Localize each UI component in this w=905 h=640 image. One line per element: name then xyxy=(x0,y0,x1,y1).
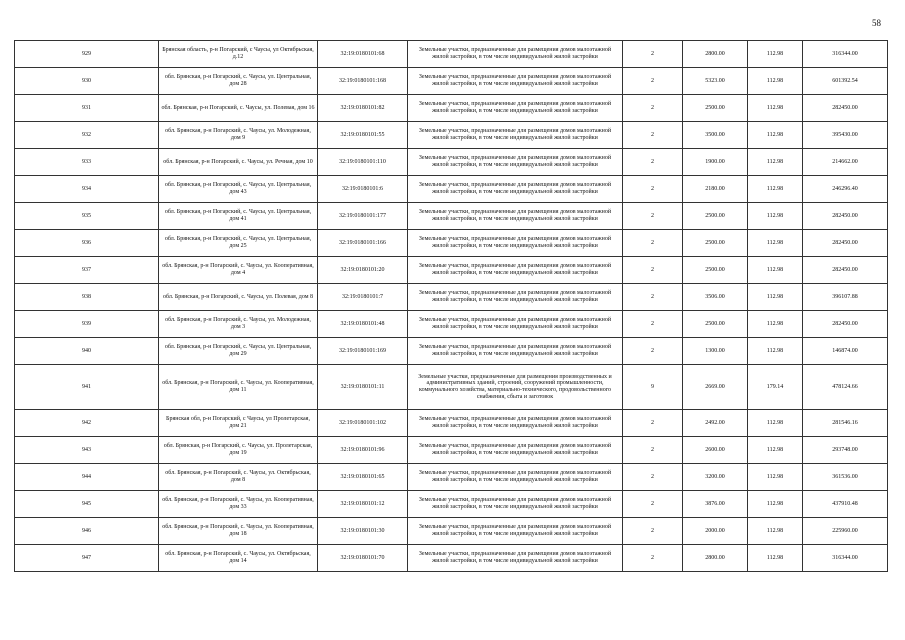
use-group-cell: 2 xyxy=(623,410,683,437)
table-row xyxy=(15,122,888,149)
address-cell: обл. Брянская, р-н Погарский, с. Чаусы, ул. Кооперативная, дом 33 xyxy=(159,491,318,518)
cadastral-number-cell: 32:19:0180101:55 xyxy=(318,122,408,149)
specific-value-cell: 179.14 xyxy=(748,365,803,410)
row-number-cell: 933 xyxy=(15,149,159,176)
table-row xyxy=(15,230,888,257)
table-row xyxy=(15,95,888,122)
cadastral-value-cell: 293748.00 xyxy=(803,437,888,464)
land-use-cell: Земельные участки, предназначенные для размещения домов малоэтажной жилой застройки, в том числе индивидуальной жилой застройки xyxy=(408,464,623,491)
cadastral-number-cell: 32:19:0180101:65 xyxy=(318,464,408,491)
cadastral-number-cell: 32:19:0180101:7 xyxy=(318,284,408,311)
table-row xyxy=(15,176,888,203)
use-group-cell: 2 xyxy=(623,68,683,95)
address-cell: обл. Брянская, р-н Погарский, с. Чаусы, ул. Кооперативная, дом 11 xyxy=(159,365,318,410)
cadastral-value-cell: 146874.00 xyxy=(803,338,888,365)
row-number-cell: 946 xyxy=(15,518,159,545)
specific-value-cell: 112.98 xyxy=(748,410,803,437)
address-cell: обл. Брянская, р-н Погарский, с. Чаусы, ул. Октябрьская, дом 14 xyxy=(159,545,318,572)
use-group-cell: 2 xyxy=(623,545,683,572)
cadastral-value-cell: 282450.00 xyxy=(803,95,888,122)
cadastral-value-cell: 395430.00 xyxy=(803,122,888,149)
cadastral-value-cell: 396107.88 xyxy=(803,284,888,311)
cadastral-number-cell: 32:19:0180101:177 xyxy=(318,203,408,230)
area-cell: 2492.00 xyxy=(683,410,748,437)
area-cell: 2800.00 xyxy=(683,41,748,68)
area-cell: 1900.00 xyxy=(683,149,748,176)
area-cell: 2500.00 xyxy=(683,257,748,284)
row-number-cell: 943 xyxy=(15,437,159,464)
land-use-cell: Земельные участки, предназначенные для размещения домов малоэтажной жилой застройки, в том числе индивидуальной жилой застройки xyxy=(408,545,623,572)
cadastral-value-cell: 225960.00 xyxy=(803,518,888,545)
cadastral-value-cell: 214662.00 xyxy=(803,149,888,176)
address-cell: обл. Брянская, р-н Погарский, с. Чаусы, ул. Речная, дом 10 xyxy=(159,149,318,176)
cadastral-number-cell: 32:19:0180101:11 xyxy=(318,365,408,410)
land-use-cell: Земельные участки, предназначенные для размещения домов малоэтажной жилой застройки, в том числе индивидуальной жилой застройки xyxy=(408,176,623,203)
land-use-cell: Земельные участки, предназначенные для размещения домов малоэтажной жилой застройки, в том числе индивидуальной жилой застройки xyxy=(408,311,623,338)
specific-value-cell: 112.98 xyxy=(748,122,803,149)
area-cell: 2500.00 xyxy=(683,203,748,230)
cadastral-number-cell: 32:19:0180101:110 xyxy=(318,149,408,176)
specific-value-cell: 112.98 xyxy=(748,338,803,365)
table-row xyxy=(15,203,888,230)
row-number-cell: 938 xyxy=(15,284,159,311)
area-cell: 3200.00 xyxy=(683,464,748,491)
row-number-cell: 944 xyxy=(15,464,159,491)
address-cell: Брянская обл, р-н Погарский, с Чаусы, ул Пролетарская, дом 21 xyxy=(159,410,318,437)
cadastral-number-cell: 32:19:0180101:30 xyxy=(318,518,408,545)
cadastral-number-cell: 32:19:0180101:96 xyxy=(318,437,408,464)
use-group-cell: 2 xyxy=(623,230,683,257)
page-number: 58 xyxy=(872,18,881,28)
specific-value-cell: 112.98 xyxy=(748,95,803,122)
specific-value-cell: 112.98 xyxy=(748,257,803,284)
row-number-cell: 939 xyxy=(15,311,159,338)
land-use-cell: Земельные участки, предназначенные для размещения домов малоэтажной жилой застройки, в том числе индивидуальной жилой застройки xyxy=(408,41,623,68)
land-use-cell: Земельные участки, предназначенные для размещения домов малоэтажной жилой застройки, в том числе индивидуальной жилой застройки xyxy=(408,68,623,95)
cadastral-value-cell: 316344.00 xyxy=(803,41,888,68)
use-group-cell: 2 xyxy=(623,122,683,149)
cadastral-number-cell: 32:19:0180101:68 xyxy=(318,41,408,68)
row-number-cell: 937 xyxy=(15,257,159,284)
specific-value-cell: 112.98 xyxy=(748,491,803,518)
address-cell: обл. Брянская, р-н Погарский, с. Чаусы, ул. Пролетарская, дом 19 xyxy=(159,437,318,464)
area-cell: 5323.00 xyxy=(683,68,748,95)
address-cell: обл. Брянская, р-н Погарский, с. Чаусы, ул. Полевая, дом 16 xyxy=(159,95,318,122)
specific-value-cell: 112.98 xyxy=(748,437,803,464)
table-row xyxy=(15,545,888,572)
address-cell: обл. Брянская, р-н Погарский, с. Чаусы, ул. Центральная, дом 28 xyxy=(159,68,318,95)
specific-value-cell: 112.98 xyxy=(748,545,803,572)
land-use-cell: Земельные участки, предназначенные для размещения производственных и административных зданий, строений, сооружений промышленности, коммунального хозяйства, материально-технического, продовольственного снабжения, сбыта и заготовок xyxy=(408,365,623,410)
land-use-cell: Земельные участки, предназначенные для размещения домов малоэтажной жилой застройки, в том числе индивидуальной жилой застройки xyxy=(408,95,623,122)
table-row xyxy=(15,149,888,176)
table-row xyxy=(15,437,888,464)
specific-value-cell: 112.98 xyxy=(748,68,803,95)
use-group-cell: 2 xyxy=(623,176,683,203)
use-group-cell: 9 xyxy=(623,365,683,410)
row-number-cell: 929 xyxy=(15,41,159,68)
area-cell: 2669.00 xyxy=(683,365,748,410)
cadastral-value-cell: 282450.00 xyxy=(803,230,888,257)
area-cell: 2000.00 xyxy=(683,518,748,545)
row-number-cell: 942 xyxy=(15,410,159,437)
cadastral-value-cell: 282450.00 xyxy=(803,257,888,284)
use-group-cell: 2 xyxy=(623,257,683,284)
land-registry-table xyxy=(14,40,888,572)
area-cell: 2500.00 xyxy=(683,230,748,257)
cadastral-value-cell: 601392.54 xyxy=(803,68,888,95)
land-use-cell: Земельные участки, предназначенные для размещения домов малоэтажной жилой застройки, в том числе индивидуальной жилой застройки xyxy=(408,338,623,365)
specific-value-cell: 112.98 xyxy=(748,311,803,338)
use-group-cell: 2 xyxy=(623,311,683,338)
address-cell: обл. Брянская, р-н Погарский, с. Чаусы, ул. Центральная, дом 43 xyxy=(159,176,318,203)
cadastral-value-cell: 281546.16 xyxy=(803,410,888,437)
use-group-cell: 2 xyxy=(623,491,683,518)
land-use-cell: Земельные участки, предназначенные для размещения домов малоэтажной жилой застройки, в том числе индивидуальной жилой застройки xyxy=(408,410,623,437)
use-group-cell: 2 xyxy=(623,41,683,68)
cadastral-number-cell: 32:19:0180101:12 xyxy=(318,491,408,518)
use-group-cell: 2 xyxy=(623,203,683,230)
table-row xyxy=(15,311,888,338)
address-cell: Брянская область, р-н Погарский, с Чаусы, ул Октябрьская, д.12 xyxy=(159,41,318,68)
cadastral-value-cell: 282450.00 xyxy=(803,311,888,338)
cadastral-number-cell: 32:19:0180101:102 xyxy=(318,410,408,437)
land-use-cell: Земельные участки, предназначенные для размещения домов малоэтажной жилой застройки, в том числе индивидуальной жилой застройки xyxy=(408,122,623,149)
land-use-cell: Земельные участки, предназначенные для размещения домов малоэтажной жилой застройки, в том числе индивидуальной жилой застройки xyxy=(408,230,623,257)
land-use-cell: Земельные участки, предназначенные для размещения домов малоэтажной жилой застройки, в том числе индивидуальной жилой застройки xyxy=(408,149,623,176)
area-cell: 3506.00 xyxy=(683,284,748,311)
land-use-cell: Земельные участки, предназначенные для размещения домов малоэтажной жилой застройки, в том числе индивидуальной жилой застройки xyxy=(408,518,623,545)
specific-value-cell: 112.98 xyxy=(748,41,803,68)
use-group-cell: 2 xyxy=(623,284,683,311)
cadastral-number-cell: 32:19:0180101:169 xyxy=(318,338,408,365)
row-number-cell: 932 xyxy=(15,122,159,149)
use-group-cell: 2 xyxy=(623,518,683,545)
area-cell: 3500.00 xyxy=(683,122,748,149)
specific-value-cell: 112.98 xyxy=(748,230,803,257)
address-cell: обл. Брянская, р-н Погарский, с. Чаусы, ул. Полевая, дом 8 xyxy=(159,284,318,311)
row-number-cell: 930 xyxy=(15,68,159,95)
cadastral-value-cell: 282450.00 xyxy=(803,203,888,230)
area-cell: 2180.00 xyxy=(683,176,748,203)
address-cell: обл. Брянская, р-н Погарский, с. Чаусы, ул. Центральная, дом 41 xyxy=(159,203,318,230)
specific-value-cell: 112.98 xyxy=(748,176,803,203)
cadastral-number-cell: 32:19:0180101:168 xyxy=(318,68,408,95)
land-use-cell: Земельные участки, предназначенные для размещения домов малоэтажной жилой застройки, в том числе индивидуальной жилой застройки xyxy=(408,491,623,518)
table-row xyxy=(15,365,888,410)
table-row xyxy=(15,518,888,545)
cadastral-number-cell: 32:19:0180101:6 xyxy=(318,176,408,203)
row-number-cell: 935 xyxy=(15,203,159,230)
table-row xyxy=(15,338,888,365)
row-number-cell: 940 xyxy=(15,338,159,365)
row-number-cell: 931 xyxy=(15,95,159,122)
table-body xyxy=(15,41,888,572)
row-number-cell: 934 xyxy=(15,176,159,203)
land-use-cell: Земельные участки, предназначенные для размещения домов малоэтажной жилой застройки, в том числе индивидуальной жилой застройки xyxy=(408,257,623,284)
use-group-cell: 2 xyxy=(623,338,683,365)
specific-value-cell: 112.98 xyxy=(748,518,803,545)
specific-value-cell: 112.98 xyxy=(748,284,803,311)
land-use-cell: Земельные участки, предназначенные для размещения домов малоэтажной жилой застройки, в том числе индивидуальной жилой застройки xyxy=(408,203,623,230)
table-row xyxy=(15,257,888,284)
row-number-cell: 945 xyxy=(15,491,159,518)
cadastral-number-cell: 32:19:0180101:166 xyxy=(318,230,408,257)
cadastral-value-cell: 361536.00 xyxy=(803,464,888,491)
cadastral-number-cell: 32:19:0180101:70 xyxy=(318,545,408,572)
specific-value-cell: 112.98 xyxy=(748,203,803,230)
table-row xyxy=(15,464,888,491)
land-use-cell: Земельные участки, предназначенные для размещения домов малоэтажной жилой застройки, в том числе индивидуальной жилой застройки xyxy=(408,437,623,464)
cadastral-number-cell: 32:19:0180101:48 xyxy=(318,311,408,338)
address-cell: обл. Брянская, р-н Погарский, с. Чаусы, ул. Молодежная, дом 9 xyxy=(159,122,318,149)
address-cell: обл. Брянская, р-н Погарский, с. Чаусы, ул. Кооперативная, дом 18 xyxy=(159,518,318,545)
area-cell: 2500.00 xyxy=(683,95,748,122)
address-cell: обл. Брянская, р-н Погарский, с. Чаусы, ул. Центральная, дом 29 xyxy=(159,338,318,365)
table-row xyxy=(15,491,888,518)
row-number-cell: 936 xyxy=(15,230,159,257)
address-cell: обл. Брянская, р-н Погарский, с. Чаусы, ул. Центральная, дом 25 xyxy=(159,230,318,257)
area-cell: 2500.00 xyxy=(683,311,748,338)
area-cell: 1300.00 xyxy=(683,338,748,365)
land-use-cell: Земельные участки, предназначенные для размещения домов малоэтажной жилой застройки, в том числе индивидуальной жилой застройки xyxy=(408,284,623,311)
table-row xyxy=(15,68,888,95)
cadastral-number-cell: 32:19:0180101:82 xyxy=(318,95,408,122)
cadastral-number-cell: 32:19:0180101:20 xyxy=(318,257,408,284)
row-number-cell: 941 xyxy=(15,365,159,410)
row-number-cell: 947 xyxy=(15,545,159,572)
table-row xyxy=(15,284,888,311)
use-group-cell: 2 xyxy=(623,95,683,122)
area-cell: 2600.00 xyxy=(683,437,748,464)
address-cell: обл. Брянская, р-н Погарский, с. Чаусы, ул. Кооперативная, дом 4 xyxy=(159,257,318,284)
table-row xyxy=(15,410,888,437)
use-group-cell: 2 xyxy=(623,149,683,176)
specific-value-cell: 112.98 xyxy=(748,464,803,491)
use-group-cell: 2 xyxy=(623,437,683,464)
cadastral-value-cell: 246296.40 xyxy=(803,176,888,203)
address-cell: обл. Брянская, р-н Погарский, с. Чаусы, ул. Октябрьская, дом 8 xyxy=(159,464,318,491)
cadastral-value-cell: 437910.48 xyxy=(803,491,888,518)
area-cell: 2800.00 xyxy=(683,545,748,572)
cadastral-value-cell: 316344.00 xyxy=(803,545,888,572)
specific-value-cell: 112.98 xyxy=(748,149,803,176)
cadastral-value-cell: 478124.66 xyxy=(803,365,888,410)
table-row xyxy=(15,41,888,68)
area-cell: 3876.00 xyxy=(683,491,748,518)
use-group-cell: 2 xyxy=(623,464,683,491)
address-cell: обл. Брянская, р-н Погарский, с. Чаусы, ул. Молодежная, дом 3 xyxy=(159,311,318,338)
